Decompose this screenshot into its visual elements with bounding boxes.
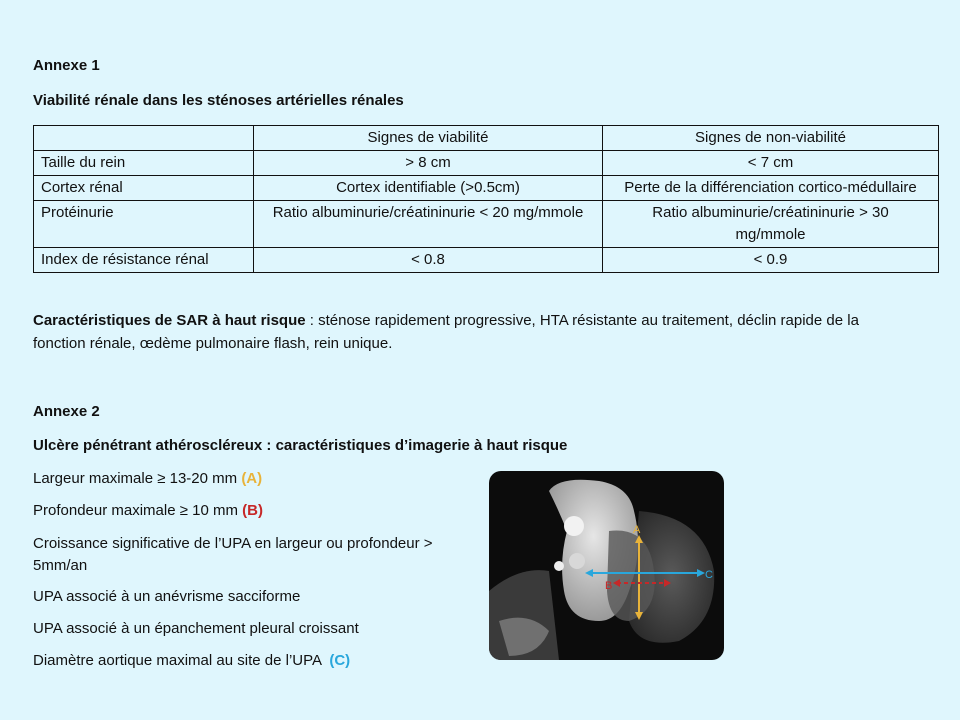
table-header-row <box>34 126 939 151</box>
ct-label-b: B <box>605 580 613 592</box>
ct-label-a: A <box>633 524 641 536</box>
criterion-width <box>33 468 473 490</box>
criterion-tag-a: (A) <box>241 470 263 487</box>
criterion-text: UPA associé à un anévrisme sacciforme <box>33 588 301 605</box>
annexe1-title: Viabilité rénale dans les sténoses artérielles rénales <box>33 92 404 109</box>
table-cell: Taille du rein <box>34 151 254 176</box>
annexe2-title: Ulcère pénétrant athéroscléreux : caractéristiques d’imagerie à haut risque <box>33 437 568 454</box>
sar-label: Caractéristiques de SAR à haut risque <box>33 312 306 329</box>
annexe2-heading: Annexe 2 <box>33 403 100 420</box>
sar-text: : sténose rapidement progressive, HTA résistante au traitement, déclin rapide de la fonction rénale, œdème pulmonaire flash, rein unique. <box>33 312 859 352</box>
criterion-text: Profondeur maximale ≥ 10 mm <box>33 502 238 519</box>
criterion-aneurysm <box>33 586 473 608</box>
ct-vessel <box>569 553 585 569</box>
table-cell: Ratio albuminurie/créatininurie > 30 mg/mmole <box>603 201 939 248</box>
table-cell: Protéinurie <box>34 201 254 248</box>
criterion-text: UPA associé à un épanchement pleural croissant <box>33 620 359 637</box>
table-row <box>34 201 939 248</box>
criterion-tag-c: (C) <box>329 652 351 669</box>
table-row <box>34 176 939 201</box>
sar-paragraph <box>33 309 913 355</box>
criterion-depth <box>33 500 473 522</box>
ct-label-c: C <box>705 569 713 581</box>
criterion-tag-b: (B) <box>242 502 263 519</box>
table-cell: Ratio albuminurie/créatininurie < 20 mg/mmole <box>254 201 603 248</box>
ct-vessel <box>564 516 584 536</box>
ct-vessel <box>554 561 564 571</box>
table-header-cell <box>34 126 254 151</box>
table-cell: Cortex identifiable (>0.5cm) <box>254 176 603 201</box>
ct-scan-drawing <box>489 471 724 660</box>
table-cell: < 0.8 <box>254 248 603 273</box>
table-row <box>34 248 939 273</box>
table-row <box>34 151 939 176</box>
table-cell: Perte de la différenciation cortico-médullaire <box>603 176 939 201</box>
criterion-text: Largeur maximale ≥ 13-20 mm <box>33 470 238 487</box>
renal-viability-table <box>33 125 939 273</box>
table-cell: Cortex rénal <box>34 176 254 201</box>
table-header-cell: Signes de non-viabilité <box>603 126 939 151</box>
table-cell: < 0.9 <box>603 248 939 273</box>
criterion-effusion <box>33 618 473 640</box>
criterion-growth <box>33 533 453 577</box>
ct-scan-image <box>489 471 724 660</box>
table-cell: Index de résistance rénal <box>34 248 254 273</box>
criterion-diameter <box>33 650 473 672</box>
criterion-text: Diamètre aortique maximal au site de l’UPA <box>33 652 322 669</box>
table-cell: > 8 cm <box>254 151 603 176</box>
criterion-text: Croissance significative de l’UPA en largeur ou profondeur > 5mm/an <box>33 535 433 574</box>
annexe1-heading: Annexe 1 <box>33 57 100 74</box>
table-header-cell: Signes de viabilité <box>254 126 603 151</box>
table-cell: < 7 cm <box>603 151 939 176</box>
